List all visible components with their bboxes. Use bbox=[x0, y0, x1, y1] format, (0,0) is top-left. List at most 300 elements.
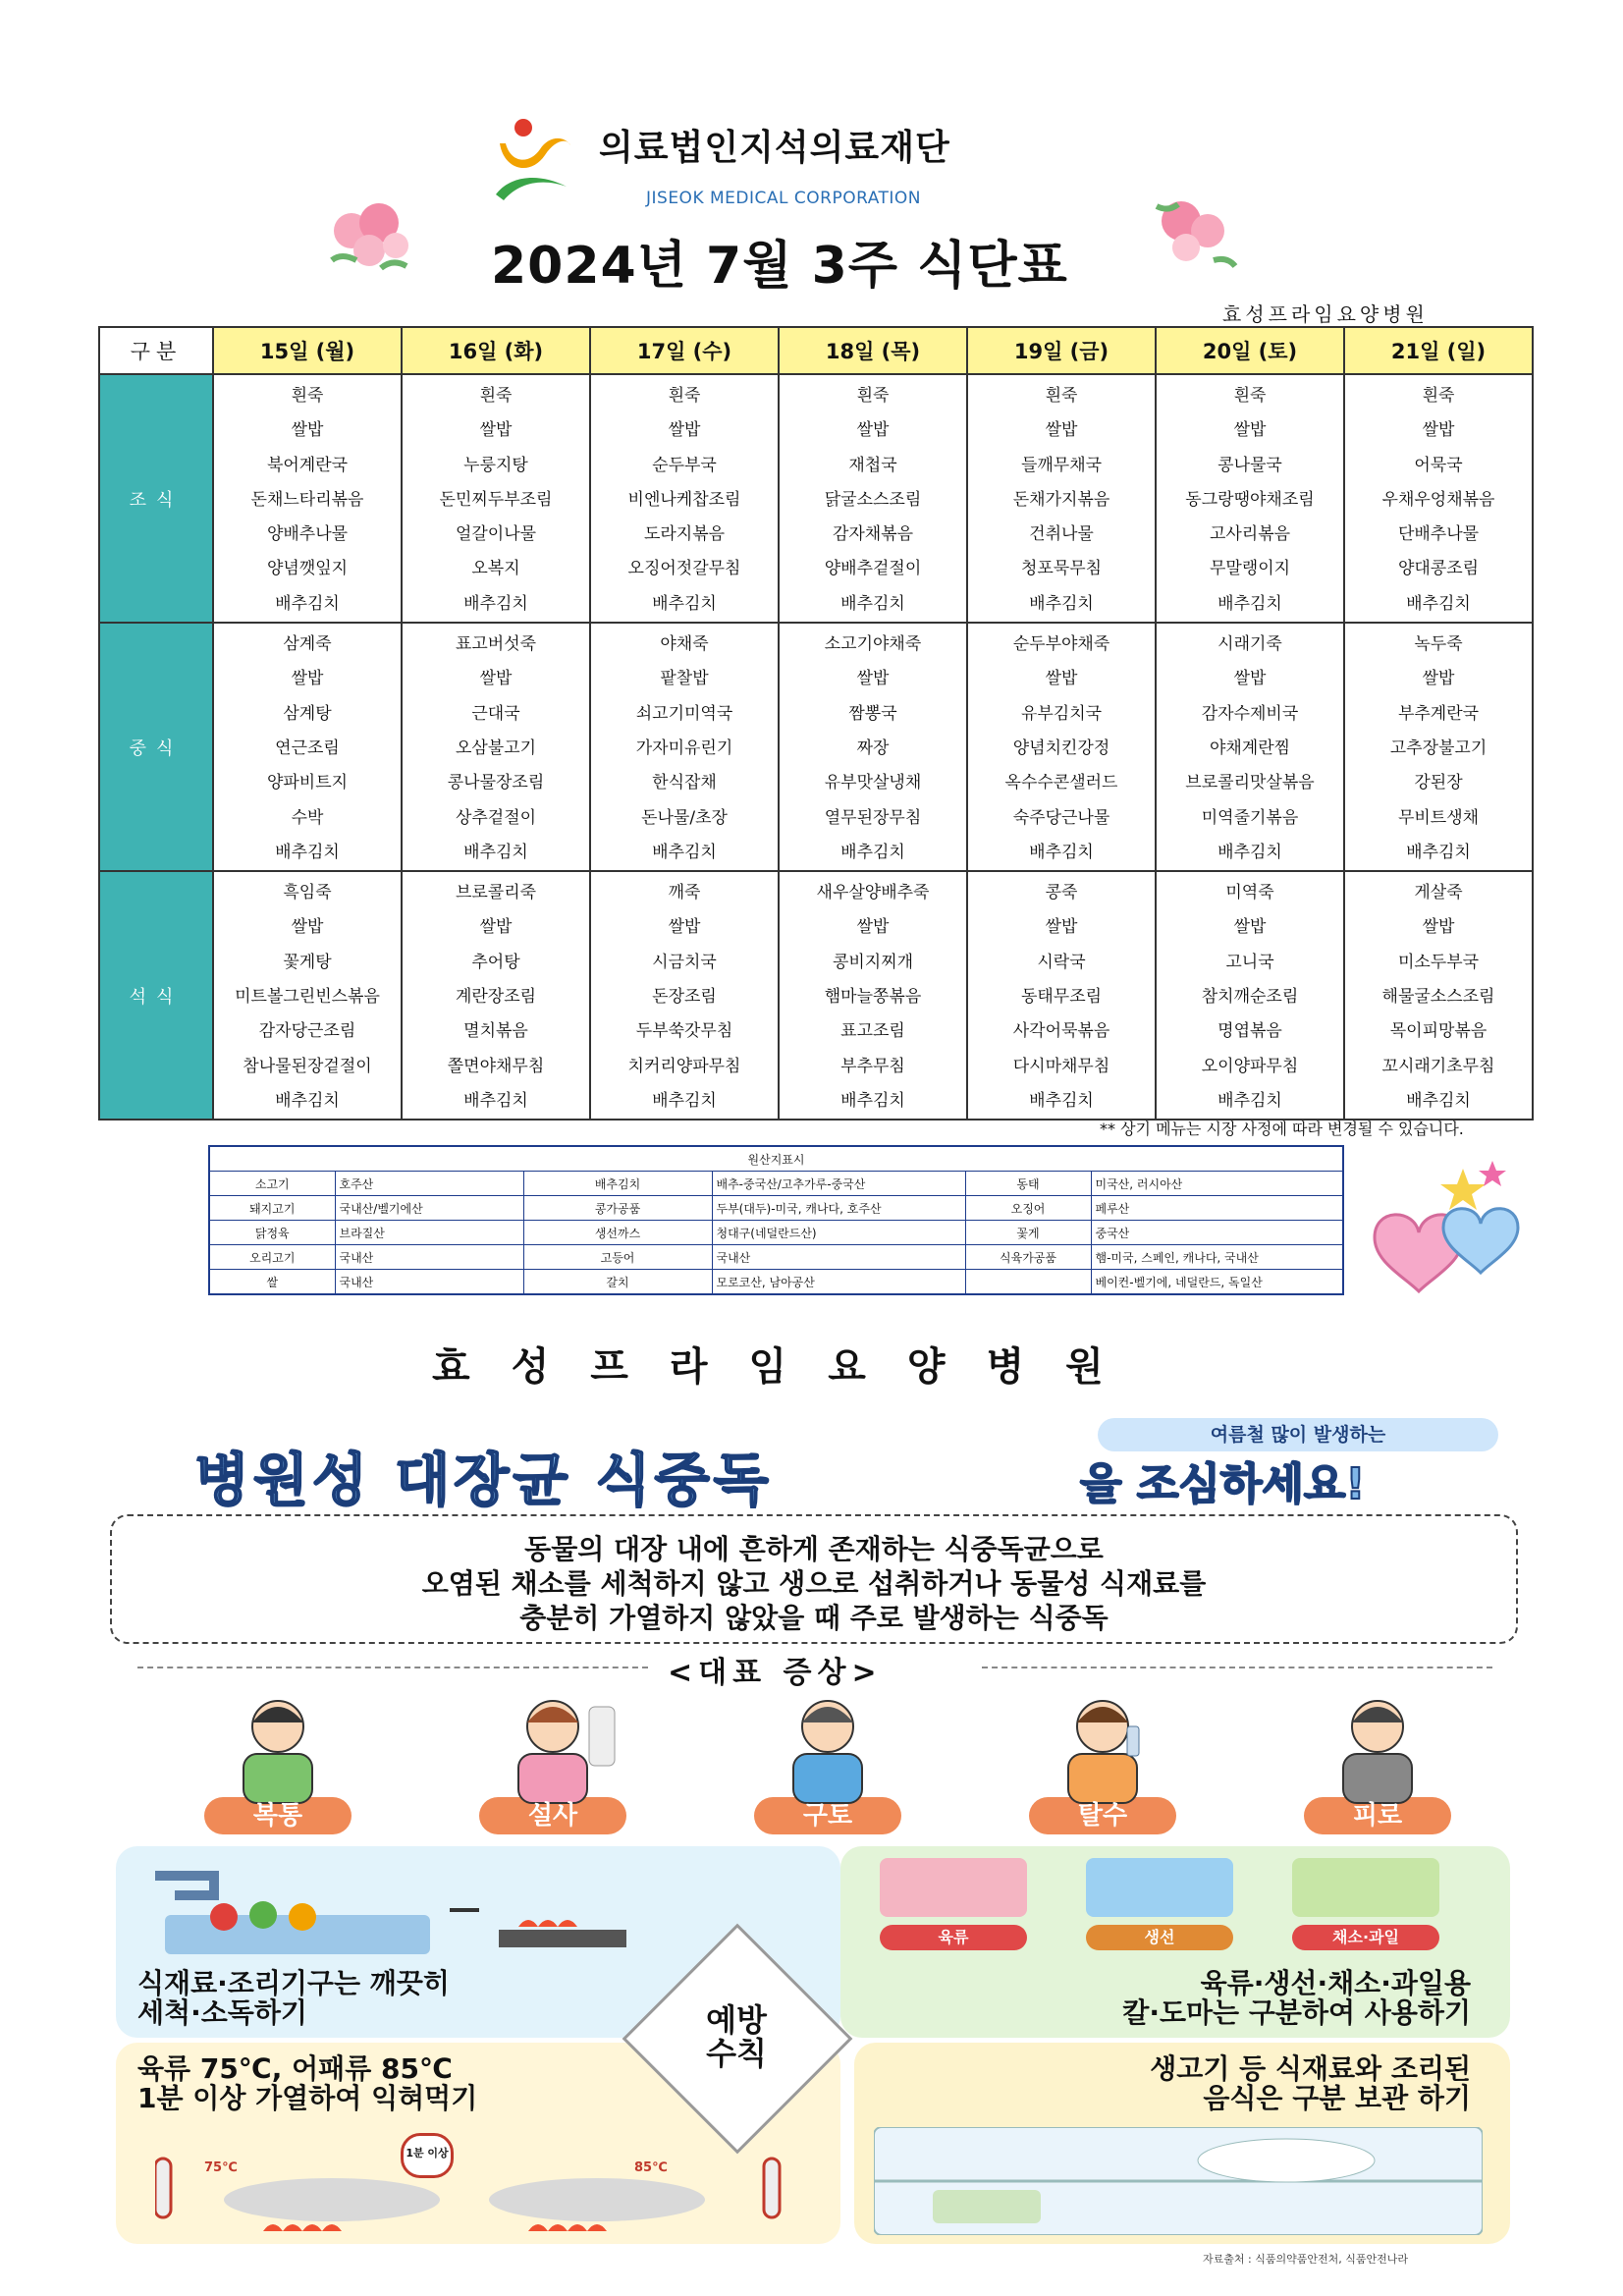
menu-item: 배추김치 bbox=[652, 1090, 717, 1111]
menu-item: 돈민찌두부조림 bbox=[439, 489, 553, 510]
menu-item: 순두부국 bbox=[652, 455, 717, 475]
menu-item: 닭굴소스조림 bbox=[824, 489, 922, 510]
menu-item: 양대콩조림 bbox=[1397, 559, 1480, 579]
menu-item: 배추김치 bbox=[1406, 1090, 1471, 1111]
menu-item: 야채죽 bbox=[660, 634, 709, 655]
origin-country: 중국산 bbox=[1091, 1221, 1343, 1245]
day-cell bbox=[779, 623, 967, 871]
menu-item: 표고버섯죽 bbox=[455, 634, 537, 655]
menu-item: 다시마채무침 bbox=[1012, 1056, 1110, 1076]
menu-item: 시락국 bbox=[1037, 952, 1086, 972]
day-header: 16일 (화) bbox=[402, 327, 590, 374]
day-header: 17일 (수) bbox=[590, 327, 779, 374]
origin-country: 미국산, 러시아산 bbox=[1091, 1172, 1343, 1196]
menu-item: 팥찰밥 bbox=[660, 669, 709, 689]
menu-item: 건취나물 bbox=[1029, 524, 1094, 545]
menu-item: 배추김치 bbox=[463, 842, 528, 862]
menu-item: 미역죽 bbox=[1225, 883, 1274, 903]
menu-item: 쇠고기미역국 bbox=[635, 703, 733, 724]
day-cell bbox=[1156, 623, 1344, 871]
origin-country: 베이컨-벨기에, 네덜란드, 독일산 bbox=[1091, 1270, 1343, 1295]
symptom-item bbox=[1304, 1687, 1451, 1834]
meal-label-dinner: 석식 bbox=[99, 871, 213, 1120]
menu-item: 꼬시래기초무침 bbox=[1381, 1056, 1495, 1076]
menu-item: 브로콜리죽 bbox=[455, 883, 537, 903]
menu-item: 배추김치 bbox=[840, 842, 905, 862]
symptom-label: 복통 bbox=[204, 1797, 352, 1834]
menu-item: 어묵국 bbox=[1414, 455, 1463, 475]
menu-item: 배추김치 bbox=[463, 593, 528, 614]
origin-country: 두부(대두)-미국, 캐나다, 호주산 bbox=[712, 1196, 965, 1221]
origin-table bbox=[208, 1145, 1344, 1295]
hospital-banner: 효성프라임요양병원 bbox=[432, 1344, 1145, 1390]
menu-item: 게살죽 bbox=[1414, 883, 1463, 903]
day-cell bbox=[967, 871, 1156, 1120]
menu-item: 표고조림 bbox=[840, 1021, 905, 1042]
tip-text: 식재료·조리기구는 깨끗히 bbox=[137, 1967, 450, 1999]
origin-item: 갈치 bbox=[523, 1270, 712, 1295]
menu-item: 배추김치 bbox=[1217, 1090, 1282, 1111]
menu-item: 배추김치 bbox=[1406, 842, 1471, 862]
menu-item-list bbox=[214, 872, 401, 1119]
menu-item: 흰죽 bbox=[856, 386, 890, 406]
menu-item: 삼계죽 bbox=[283, 634, 332, 655]
day-cell bbox=[1344, 871, 1533, 1120]
menu-item: 오이양파무침 bbox=[1201, 1056, 1299, 1076]
origin-item: 소고기 bbox=[209, 1172, 335, 1196]
menu-item: 배추김치 bbox=[1406, 593, 1471, 614]
menu-item: 콩나물국 bbox=[1217, 455, 1282, 475]
refrigerator-icon bbox=[874, 2127, 1483, 2235]
menu-item: 꽃게탕 bbox=[283, 952, 332, 972]
menu-item: 시래기죽 bbox=[1217, 634, 1282, 655]
menu-item: 쌀밥 bbox=[668, 420, 701, 441]
menu-item: 흰죽 bbox=[479, 386, 513, 406]
tip-text: 육류 75℃, 어패류 85℃ bbox=[137, 2052, 453, 2085]
divider bbox=[982, 1667, 1492, 1668]
menu-item: 쌀밥 bbox=[479, 669, 513, 689]
day-cell bbox=[590, 623, 779, 871]
menu-item-list bbox=[1157, 375, 1343, 622]
menu-item: 비엔나케찹조림 bbox=[627, 489, 741, 510]
menu-item-list bbox=[214, 624, 401, 870]
menu-item: 가자미유린기 bbox=[635, 738, 733, 758]
menu-item-list bbox=[403, 375, 589, 622]
origin-item: 식육가공품 bbox=[965, 1245, 1091, 1270]
origin-country: 국내산 bbox=[712, 1245, 965, 1270]
menu-item: 배추김치 bbox=[1029, 842, 1094, 862]
menu-item: 오삼불고기 bbox=[455, 738, 537, 758]
menu-item: 오징어젓갈무침 bbox=[627, 559, 741, 579]
person-dehydration-icon bbox=[1029, 1687, 1176, 1805]
menu-item: 배추김치 bbox=[1029, 1090, 1094, 1111]
prevention-label-line: 예방 bbox=[706, 2001, 767, 2039]
menu-item: 상추겉절이 bbox=[455, 807, 537, 828]
menu-item-list bbox=[403, 872, 589, 1119]
origin-country: 배추-중국산/고추가루-중국산 bbox=[712, 1172, 965, 1196]
menu-item: 부추무침 bbox=[840, 1056, 905, 1076]
symptoms-title: <대표 증상> bbox=[668, 1656, 883, 1690]
menu-item: 쌀밥 bbox=[1045, 917, 1078, 938]
menu-item: 들깨무채국 bbox=[1020, 455, 1103, 475]
day-header: 15일 (월) bbox=[213, 327, 402, 374]
description-line: 충분히 가열하지 않았을 때 주로 발생하는 식중독 bbox=[519, 1602, 1109, 1634]
menu-item: 새우살양배추죽 bbox=[816, 883, 930, 903]
day-cell bbox=[1156, 871, 1344, 1120]
day-cell bbox=[402, 623, 590, 871]
menu-item: 돈채가지볶음 bbox=[1012, 489, 1110, 510]
origin-row bbox=[209, 1245, 1343, 1270]
page-title: 2024년 7월 3주 식단표 bbox=[491, 237, 1068, 296]
menu-item: 짬뽕국 bbox=[848, 703, 897, 724]
divider bbox=[137, 1667, 648, 1668]
menu-item-list bbox=[403, 624, 589, 870]
menu-item-list bbox=[780, 624, 966, 870]
day-cell bbox=[1344, 623, 1533, 871]
menu-item-list bbox=[968, 872, 1155, 1119]
menu-item: 참치깨순조림 bbox=[1201, 987, 1299, 1008]
origin-item: 동태 bbox=[965, 1172, 1091, 1196]
menu-item: 쌀밥 bbox=[291, 420, 324, 441]
menu-item: 참나물된장겉절이 bbox=[243, 1056, 372, 1076]
menu-item-list bbox=[1157, 872, 1343, 1119]
menu-item: 청포묵무침 bbox=[1020, 559, 1103, 579]
origin-title: 원산지표시 bbox=[209, 1146, 1343, 1172]
menu-item-list bbox=[591, 375, 778, 622]
symptom-label: 탈수 bbox=[1029, 1797, 1176, 1834]
hearts-decoration-icon bbox=[1355, 1159, 1532, 1306]
day-cell bbox=[590, 374, 779, 623]
org-name: 의료법인지석의료재단 bbox=[599, 128, 950, 168]
origin-country: 페루산 bbox=[1091, 1196, 1343, 1221]
hospital-name: 효성프라임요양병원 bbox=[1222, 302, 1429, 326]
menu-item: 숙주당근나물 bbox=[1012, 807, 1110, 828]
menu-item-list bbox=[1345, 375, 1532, 622]
day-cell bbox=[967, 623, 1156, 871]
origin-item: 배추김치 bbox=[523, 1172, 712, 1196]
flower-icon bbox=[312, 182, 430, 290]
meal-row-dinner bbox=[99, 871, 1533, 1120]
tip-panel-separate-tools bbox=[840, 1846, 1510, 2038]
menu-item: 순두부야채죽 bbox=[1012, 634, 1110, 655]
menu-item: 강된장 bbox=[1414, 773, 1463, 793]
day-header: 21일 (일) bbox=[1344, 327, 1533, 374]
menu-item: 돈나물/초장 bbox=[641, 807, 728, 828]
menu-item: 짜장 bbox=[856, 738, 890, 758]
tip-text: 육류·생선·채소·과일용 bbox=[1200, 1967, 1471, 1999]
menu-item: 소고기야채죽 bbox=[824, 634, 922, 655]
symptom-label: 피로 bbox=[1304, 1797, 1451, 1834]
category-vegetable bbox=[1292, 1858, 1439, 1950]
menu-item: 수박 bbox=[291, 807, 324, 828]
menu-item: 햄마늘쫑볶음 bbox=[824, 987, 922, 1008]
menu-item: 콩나물장조림 bbox=[447, 773, 545, 793]
menu-header-row bbox=[99, 327, 1533, 374]
symptom-item bbox=[204, 1687, 352, 1834]
menu-item: 추어탕 bbox=[471, 952, 520, 972]
origin-item: 닭정육 bbox=[209, 1221, 335, 1245]
origin-country: 국내산/벨기에산 bbox=[335, 1196, 523, 1221]
category-label: 생선 bbox=[1086, 1925, 1233, 1950]
origin-country: 청대구(네덜란드산) bbox=[712, 1221, 965, 1245]
menu-item: 콩죽 bbox=[1045, 883, 1078, 903]
menu-item: 쌀밥 bbox=[479, 420, 513, 441]
menu-item: 감자채볶음 bbox=[832, 524, 914, 545]
menu-item: 쫄면야채무침 bbox=[447, 1056, 545, 1076]
category-fish bbox=[1086, 1858, 1233, 1950]
tip-text: 1분 이상 가열하여 익혀먹기 bbox=[137, 2082, 478, 2114]
category-meat bbox=[880, 1858, 1027, 1950]
menu-item: 도라지볶음 bbox=[643, 524, 726, 545]
prevention-label-line: 수칙 bbox=[706, 2035, 767, 2072]
person-diarrhea-icon bbox=[479, 1687, 626, 1805]
menu-item: 배추김치 bbox=[275, 1090, 340, 1111]
day-header: 19일 (금) bbox=[967, 327, 1156, 374]
person-fatigue-icon bbox=[1304, 1687, 1451, 1805]
menu-item: 미소두부국 bbox=[1397, 952, 1480, 972]
menu-item: 배추김치 bbox=[463, 1090, 528, 1111]
day-cell bbox=[779, 871, 967, 1120]
menu-item: 녹두죽 bbox=[1414, 634, 1463, 655]
menu-item: 쌀밥 bbox=[668, 917, 701, 938]
menu-item: 무비트생채 bbox=[1397, 807, 1480, 828]
origin-country: 국내산 bbox=[335, 1245, 523, 1270]
menu-item: 미역줄기볶음 bbox=[1201, 807, 1299, 828]
menu-item-list bbox=[968, 375, 1155, 622]
menu-item: 쌀밥 bbox=[291, 669, 324, 689]
menu-item: 쌀밥 bbox=[291, 917, 324, 938]
menu-item: 양배추나물 bbox=[266, 524, 349, 545]
menu-item: 고추장불고기 bbox=[1389, 738, 1488, 758]
menu-item: 배추김치 bbox=[840, 593, 905, 614]
day-cell bbox=[967, 374, 1156, 623]
origin-country: 브라질산 bbox=[335, 1221, 523, 1245]
menu-item: 돈채느타리볶음 bbox=[250, 489, 364, 510]
menu-item: 누룽지탕 bbox=[463, 455, 528, 475]
origin-item: 쌀 bbox=[209, 1270, 335, 1295]
menu-item: 오복지 bbox=[471, 559, 520, 579]
day-cell bbox=[402, 871, 590, 1120]
menu-item: 배추김치 bbox=[1029, 593, 1094, 614]
menu-item: 사각어묵볶음 bbox=[1012, 1021, 1110, 1042]
meal-row-breakfast bbox=[99, 374, 1533, 623]
menu-item: 쌀밥 bbox=[479, 917, 513, 938]
menu-item: 양념깻잎지 bbox=[266, 559, 349, 579]
tip-text: 생고기 등 식재료와 조리된 bbox=[1150, 2052, 1471, 2085]
menu-item: 고니국 bbox=[1225, 952, 1274, 972]
day-cell bbox=[1156, 374, 1344, 623]
day-cell bbox=[402, 374, 590, 623]
origin-item: 생선까스 bbox=[523, 1221, 712, 1245]
menu-item: 배추김치 bbox=[652, 842, 717, 862]
description-box bbox=[110, 1514, 1518, 1644]
day-cell bbox=[213, 374, 402, 623]
menu-item: 흰죽 bbox=[1233, 386, 1267, 406]
jiseok-logo-icon bbox=[486, 116, 574, 209]
symptom-item bbox=[1029, 1687, 1176, 1834]
description-line: 동물의 대장 내에 흔하게 존재하는 식중독균으로 bbox=[524, 1533, 1104, 1565]
menu-item: 단배추나물 bbox=[1397, 524, 1480, 545]
menu-item: 배추김치 bbox=[840, 1090, 905, 1111]
symptom-label: 구토 bbox=[754, 1797, 901, 1834]
origin-row bbox=[209, 1221, 1343, 1245]
menu-item: 양배추겉절이 bbox=[824, 559, 922, 579]
menu-item: 해물굴소스조림 bbox=[1381, 987, 1495, 1008]
tip-panel-storage bbox=[854, 2043, 1510, 2244]
menu-item: 쌀밥 bbox=[1233, 669, 1267, 689]
menu-item-list bbox=[1157, 624, 1343, 870]
category-label: 채소·과일 bbox=[1292, 1925, 1439, 1950]
menu-item: 우채우엉채볶음 bbox=[1381, 489, 1495, 510]
menu-item: 배추김치 bbox=[275, 842, 340, 862]
tip-text: 음식은 구분 보관 하기 bbox=[1203, 2082, 1471, 2114]
menu-item: 쌀밥 bbox=[1422, 669, 1455, 689]
day-cell bbox=[590, 871, 779, 1120]
menu-item: 쌀밥 bbox=[856, 917, 890, 938]
day-cell bbox=[779, 374, 967, 623]
menu-item-list bbox=[780, 375, 966, 622]
menu-item: 무말랭이지 bbox=[1209, 559, 1291, 579]
symptom-item bbox=[754, 1687, 901, 1834]
origin-item: 돼지고기 bbox=[209, 1196, 335, 1221]
description-line: 오염된 채소를 세척하지 않고 생으로 섭취하거나 동물성 식재료를 bbox=[421, 1567, 1207, 1600]
menu-item: 배추김치 bbox=[1217, 842, 1282, 862]
menu-item: 유부김치국 bbox=[1020, 703, 1103, 724]
menu-item-list bbox=[780, 872, 966, 1119]
menu-item-list bbox=[591, 872, 778, 1119]
origin-country: 햄-미국, 스페인, 캐나다, 국내산 bbox=[1091, 1245, 1343, 1270]
menu-change-note: ** 상기 메뉴는 시장 사정에 따라 변경될 수 있습니다. bbox=[1100, 1120, 1464, 1138]
person-stomachache-icon bbox=[204, 1687, 352, 1805]
menu-item: 흑임죽 bbox=[283, 883, 332, 903]
corner-label: 구분 bbox=[99, 327, 213, 374]
menu-item: 쌀밥 bbox=[1233, 917, 1267, 938]
origin-country: 국내산 bbox=[335, 1270, 523, 1295]
menu-item: 콩비지찌개 bbox=[832, 952, 914, 972]
menu-item: 동태무조림 bbox=[1020, 987, 1103, 1008]
origin-item bbox=[965, 1270, 1091, 1295]
person-vomiting-icon bbox=[754, 1687, 901, 1805]
menu-item: 유부맛살냉채 bbox=[824, 773, 922, 793]
carrot-icon bbox=[1292, 1858, 1439, 1917]
origin-item: 콩가공품 bbox=[523, 1196, 712, 1221]
day-cell bbox=[1344, 374, 1533, 623]
menu-item: 흰죽 bbox=[291, 386, 324, 406]
menu-item: 열무된장무침 bbox=[824, 807, 922, 828]
menu-item: 치커리양파무침 bbox=[627, 1056, 741, 1076]
menu-item: 돈장조림 bbox=[652, 987, 717, 1008]
menu-item: 흰죽 bbox=[1422, 386, 1455, 406]
menu-item: 쌀밥 bbox=[1422, 420, 1455, 441]
menu-item: 양파비트지 bbox=[266, 773, 349, 793]
menu-item-list bbox=[1345, 624, 1532, 870]
day-cell bbox=[213, 623, 402, 871]
menu-item: 부추계란국 bbox=[1397, 703, 1480, 724]
menu-item: 쌀밥 bbox=[1045, 420, 1078, 441]
weekly-menu-table bbox=[98, 326, 1534, 1121]
poster-badge: 여름철 많이 발생하는 bbox=[1098, 1418, 1498, 1451]
menu-item: 쌀밥 bbox=[856, 420, 890, 441]
menu-item: 쌀밥 bbox=[856, 669, 890, 689]
menu-item: 한식잡채 bbox=[652, 773, 717, 793]
washing-sink-icon bbox=[145, 1856, 636, 1964]
menu-item-list bbox=[1345, 872, 1532, 1119]
day-header: 20일 (토) bbox=[1156, 327, 1344, 374]
menu-item: 명엽볶음 bbox=[1217, 1021, 1282, 1042]
tip-text: 칼·도마는 구분하여 사용하기 bbox=[1122, 1996, 1471, 2029]
menu-item: 흰죽 bbox=[668, 386, 701, 406]
menu-item: 삼계탕 bbox=[283, 703, 332, 724]
menu-item: 북어계란국 bbox=[266, 455, 349, 475]
temp-label: 75℃ bbox=[204, 2160, 238, 2175]
source-note: 자료출처 : 식품의약품안전처, 식품안전나라 bbox=[1203, 2253, 1408, 2266]
menu-item: 브로콜리맛살볶음 bbox=[1185, 773, 1315, 793]
menu-item: 양념치킨강정 bbox=[1012, 738, 1110, 758]
meal-label-breakfast: 조식 bbox=[99, 374, 213, 623]
cooking-pots-icon bbox=[155, 2151, 823, 2239]
menu-item: 얼갈이나물 bbox=[455, 524, 537, 545]
menu-item: 배추김치 bbox=[652, 593, 717, 614]
poster-title-suffix: 을 조심하세요! bbox=[1080, 1459, 1366, 1509]
timer-icon: 1분 이상 bbox=[401, 2133, 454, 2178]
menu-item: 깨죽 bbox=[668, 883, 701, 903]
flower-icon bbox=[1137, 177, 1255, 285]
menu-item: 쌀밥 bbox=[1233, 420, 1267, 441]
origin-country: 호주산 bbox=[335, 1172, 523, 1196]
fish-icon bbox=[1086, 1858, 1233, 1917]
origin-item: 오리고기 bbox=[209, 1245, 335, 1270]
menu-item: 쌀밥 bbox=[1045, 669, 1078, 689]
meal-row-lunch bbox=[99, 623, 1533, 871]
menu-item-list bbox=[591, 624, 778, 870]
menu-item: 시금치국 bbox=[652, 952, 717, 972]
origin-row bbox=[209, 1172, 1343, 1196]
menu-item: 동그랑땡야채조림 bbox=[1185, 489, 1315, 510]
meat-icon bbox=[880, 1858, 1027, 1917]
menu-item: 재첩국 bbox=[848, 455, 897, 475]
menu-item: 계란장조림 bbox=[455, 987, 537, 1008]
menu-item: 근대국 bbox=[471, 703, 520, 724]
origin-item: 고등어 bbox=[523, 1245, 712, 1270]
menu-item: 연근조림 bbox=[275, 738, 340, 758]
menu-item: 두부쑥갓무침 bbox=[635, 1021, 733, 1042]
menu-item: 목이피망볶음 bbox=[1389, 1021, 1488, 1042]
symptom-label: 설사 bbox=[479, 1797, 626, 1834]
origin-row bbox=[209, 1270, 1343, 1295]
symptom-item bbox=[479, 1687, 626, 1834]
menu-item-list bbox=[968, 624, 1155, 870]
poster-title: 병원성 대장균 식중독 bbox=[194, 1447, 773, 1513]
day-header: 18일 (목) bbox=[779, 327, 967, 374]
meal-label-lunch: 중식 bbox=[99, 623, 213, 871]
menu-item: 멸치볶음 bbox=[463, 1021, 528, 1042]
menu-item: 감자수제비국 bbox=[1201, 703, 1299, 724]
menu-item: 감자당근조림 bbox=[258, 1021, 356, 1042]
tip-text: 세척·소독하기 bbox=[137, 1996, 307, 2029]
day-cell bbox=[213, 871, 402, 1120]
menu-item: 배추김치 bbox=[275, 593, 340, 614]
origin-country: 모로코산, 남아공산 bbox=[712, 1270, 965, 1295]
org-name-en: JISEOK MEDICAL CORPORATION bbox=[646, 189, 922, 208]
menu-item: 옥수수콘샐러드 bbox=[1004, 773, 1118, 793]
origin-item: 오징어 bbox=[965, 1196, 1091, 1221]
menu-item: 미트볼그린빈스볶음 bbox=[235, 987, 380, 1008]
menu-item-list bbox=[214, 375, 401, 622]
origin-row bbox=[209, 1196, 1343, 1221]
menu-item: 배추김치 bbox=[1217, 593, 1282, 614]
temp-label: 85℃ bbox=[634, 2160, 668, 2175]
menu-item: 흰죽 bbox=[1045, 386, 1078, 406]
